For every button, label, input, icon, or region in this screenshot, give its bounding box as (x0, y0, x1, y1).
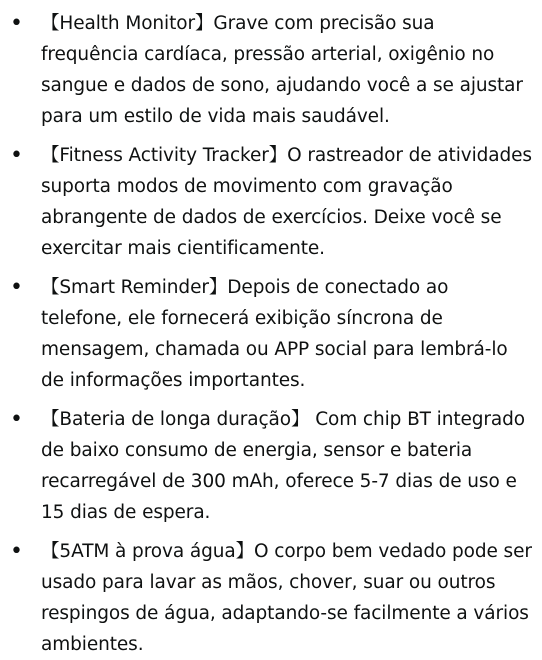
feature-item-fitness-tracker (0, 140, 542, 264)
bullet-icon: • (10, 11, 23, 36)
feature-item-battery (0, 404, 542, 528)
feature-item-health-monitor (0, 8, 542, 132)
feature-text: 【Bateria de longa duração】 Com chip BT integrado de baixo consumo de energia, sensor e bateria recarregável de 300 mAh, oferece 5-7 dias de uso e 15 dias de espera. (41, 409, 526, 523)
bullet-icon: • (10, 539, 23, 564)
feature-text: 【Health Monitor】Grave com precisão sua frequência cardíaca, pressão arterial, oxigênio no sangue e dados de sono, ajudando você a se ajustar para um estilo de vida mais saudável. (41, 13, 523, 127)
feature-text: 【5ATM à prova água】O corpo bem vedado pode ser usado para lavar as mãos, chover, suar ou outros respingos de água, adaptando-se facilmente a vários ambientes. (41, 541, 532, 655)
bullet-icon: • (10, 407, 23, 432)
feature-item-smart-reminder (0, 272, 542, 396)
feature-text: 【Fitness Activity Tracker】O rastreador de atividades suporta modos de movimento com gravação abrangente de dados de exercícios. Deixe você se exercitar mais cientificamente. (41, 145, 532, 259)
bullet-icon: • (10, 275, 23, 300)
bullet-icon: • (10, 143, 23, 168)
feature-item-waterproof (0, 536, 542, 660)
feature-text: 【Smart Reminder】Depois de conectado ao telefone, ele fornecerá exibição síncrona de mensagem, chamada ou APP social para lembrá-lo de informações importantes. (41, 277, 508, 391)
